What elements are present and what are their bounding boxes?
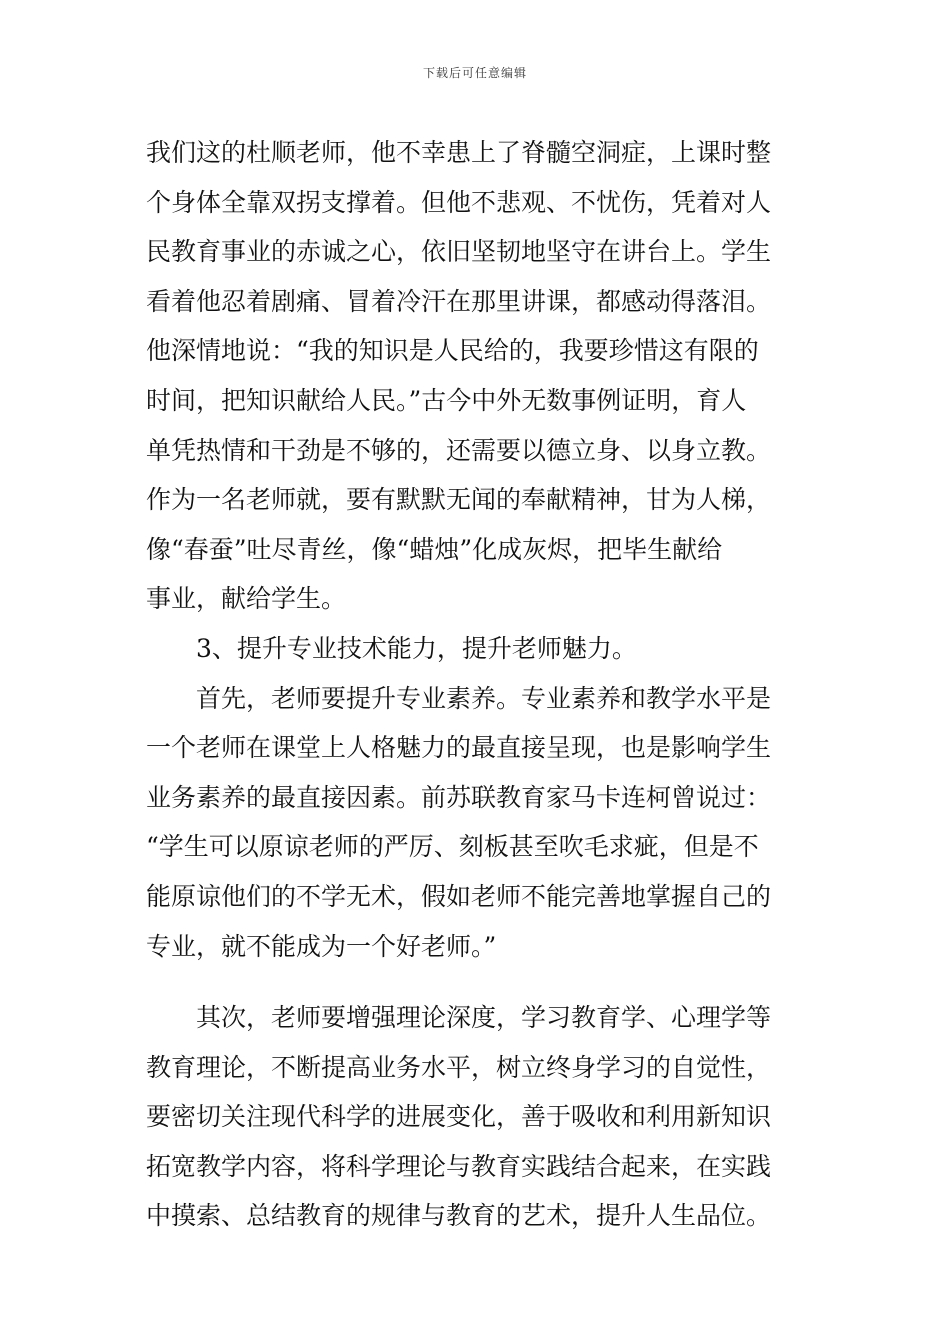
text-line: 他深情地说：“我的知识是人民给的，我要珍惜这有限的 [146,336,759,366]
text-line: 事业，献给学生。 [146,584,347,614]
text-line: 个身体全靠双拐支撑着。但他不悲观、不忧伤，凭着对人 [146,187,772,217]
text-line: 要密切关注现代科学的进展变化，善于吸收和利用新知识 [146,1102,772,1132]
text-line: 作为一名老师就，要有默默无闻的奉献精神，甘为人梯， [146,485,772,515]
blank-line [146,971,810,993]
text-line: 时间，把知识献给人民。”古今中外无数事例证明，育人 [146,385,747,415]
text-line: 拓宽教学内容，将科学理论与教育实践结合起来，在实践 [146,1151,772,1181]
text-line: 看着他忍着剧痛、冒着冷汗在那里讲课，都感动得落泪。 [146,286,772,316]
body-text [146,128,810,1241]
text-line: 中摸索、总结教育的规律与教育的艺术，提升人生品位。 [146,1201,772,1231]
text-line: 能原谅他们的不学无术，假如老师不能完善地掌握自己的 [146,881,772,911]
text-line: “学生可以原谅老师的严厉、刻板甚至吹毛求疵，但是不 [146,832,759,862]
text-line: 首先，老师要提升专业素养。专业素养和教学水平是 [196,683,772,713]
section-heading: 3、提升专业技术能力，提升老师魅力。 [196,633,637,663]
text-line: 像“春蚕”吐尽青丝，像“蜡烛”化成灰烬，把毕生献给 [146,534,723,564]
text-line: 一个老师在课堂上人格魅力的最直接呈现，也是影响学生 [146,733,772,763]
text-line: 业务素养的最直接因素。前苏联教育家马卡连柯曾说过： [146,782,772,812]
text-line: 民教育事业的赤诚之心，依旧坚韧地坚守在讲台上。学生 [146,237,772,267]
text-line: 其次，老师要增强理论深度，学习教育学、心理学等 [196,1003,772,1033]
text-line: 我们这的杜顺老师，他不幸患上了脊髓空洞症，上课时整 [146,138,772,167]
text-line: 教育理论，不断提高业务水平，树立终身学习的自觉性， [146,1052,772,1082]
text-line: 专业，就不能成为一个好老师。” [146,931,497,961]
header-note: 下载后可任意编辑 [422,66,527,80]
text-line: 单凭热情和干劲是不够的，还需要以德立身、以身立教。 [146,435,772,465]
